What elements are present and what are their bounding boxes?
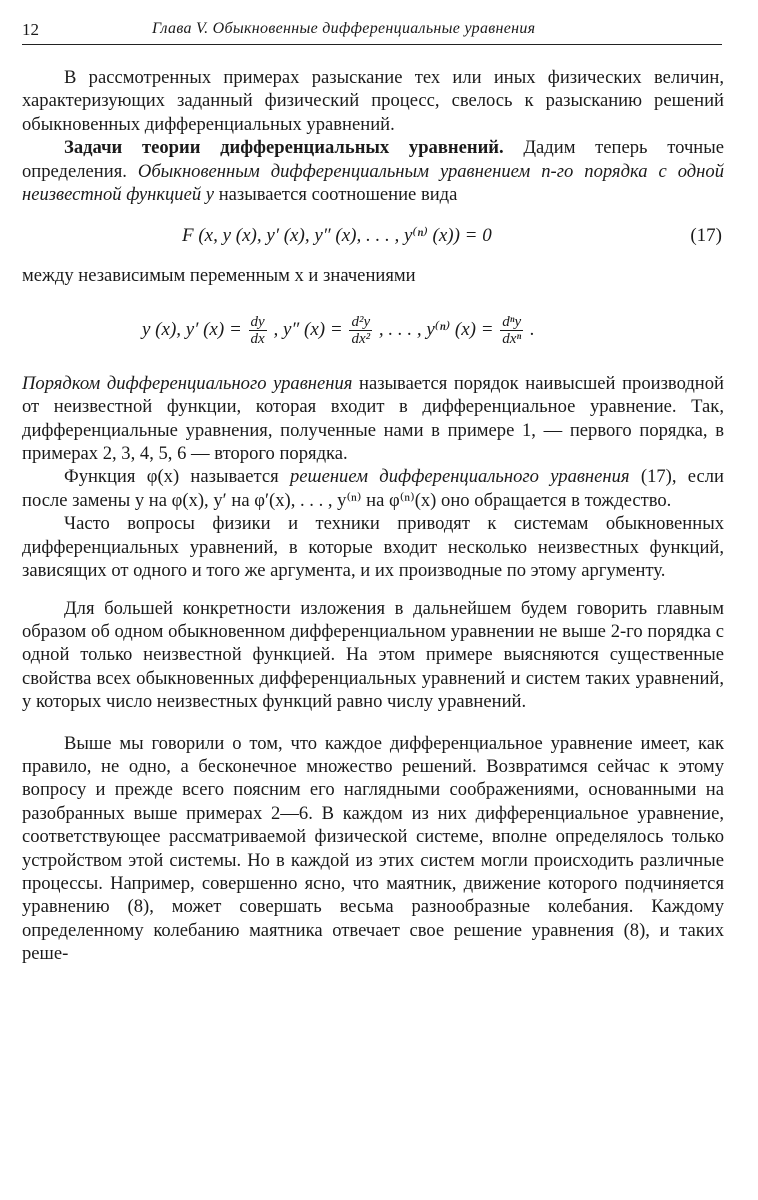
order-term: Порядком дифференциального уравнения (22, 372, 353, 394)
derivatives-formula (22, 288, 724, 372)
paragraph-5-text-2: (17), если после замены y на φ(x), y′ на φ′(x), . . . , y⁽ⁿ⁾ на φ⁽ⁿ⁾(x) оно обращается в тождество. (22, 466, 724, 511)
fraction-dy-dx: $\frac{dy}{dx}$ (250, 313, 265, 347)
equation-17-expression: F (x, y (x), y′ (x), y″ (x), . . . , y⁽ⁿ⁾ (x)) = 0 (182, 225, 492, 247)
fraction-d2y-dx2: $\frac{\text{d²y}}{\text{dx²}}$ (351, 313, 371, 347)
paragraph-3: между независимым переменным x и значениями (22, 265, 416, 287)
paragraph-2-text-2: называется соотношение вида (214, 184, 458, 206)
derivs-part-1: y (x), y′ (x) = (142, 318, 242, 340)
equation-17-number: (17) (690, 225, 722, 247)
paragraph-5 (22, 465, 724, 512)
paragraph-1: В рассмотренных примерах разыскание тех или иных физических величин, характеризующих заданный физический процесс, свелось к разысканию решений обыкновенных дифференциальных уравнений. (22, 67, 724, 135)
running-header (22, 16, 722, 45)
equation-17 (22, 206, 724, 264)
definition-term: Обыкновенным дифференциальным уравнением n-го порядка с одной неизвестной функцией y (22, 160, 724, 206)
solution-term: решением дифференциального уравнения (289, 466, 630, 488)
paragraph-5-text-1: Функция φ(x) называется (64, 466, 290, 488)
fraction-dny-dxn: $\frac{\text{dⁿy}}{\text{dxⁿ}}$ (502, 313, 522, 347)
derivs-part-2: , y″ (x) = (273, 318, 343, 340)
paragraph-8: Выше мы говорили о том, что каждое дифференциальное уравнение имеет, как правило, не одно, а бесконечное множество решений. Возвратимся сейчас к этому вопросу и прежде всего поясним его наглядными соображениями, основанными на разобранных выше примерах 2—6. В каждом из них дифференциальное уравнение, соответствующее рассматриваемой физической системе, вполне определялось только устройством этой системы. Но в каждой из этих систем могли происходить различные процессы. Например, совершенно ясно, что маятник, движение которого подчиняется уравнению (8), может совершать весьма разнообразные колебания. Каждому определенному колебанию маятника отвечает свое решение уравнения (8), и таких реше- (22, 732, 724, 965)
paragraph-7: Для большей конкретности изложения в дальнейшем будем говорить главным образом об одном обыкновенном дифференциальном уравнении не выше 2-го порядка с одной только неизвестной функцией. На этом примере выясняются существенные свойства всех обыкновенных дифференциальных уравнений и систем таких уравнений, у которых число неизвестных функций равно числу уравнений. (22, 597, 724, 713)
page-body (22, 66, 724, 966)
paragraph-2 (22, 136, 724, 206)
derivs-end: . (529, 318, 535, 340)
paragraph-4-text: называется порядок наивысшей производной от неизвестной функции, которая входит в дифференциальное уравнение. Так, дифференциальные уравнения, полученные нами в примере 1, — первого порядка, в примерах 2, 3, 4, 5, 6 — второго порядка. (22, 372, 724, 465)
page-number: 12 (22, 20, 39, 39)
paragraph-6: Часто вопросы физики и техники приводят к системам обыкновенных дифференциальных уравнений, в которые входит несколько неизвестных функций, зависящих от одного и того же аргумента, и их производные по этому аргументу. (22, 513, 724, 582)
section-heading: Задачи теории дифференциальных уравнений. (64, 137, 504, 159)
paragraph-2-text-1: Дадим теперь точные определения. (22, 137, 724, 182)
chapter-title: Глава V. Обыкновенные дифференциальные уравнения (152, 20, 536, 37)
derivs-part-3: , . . . , y⁽ⁿ⁾ (x) = (378, 318, 494, 340)
paragraph-4 (22, 372, 724, 466)
